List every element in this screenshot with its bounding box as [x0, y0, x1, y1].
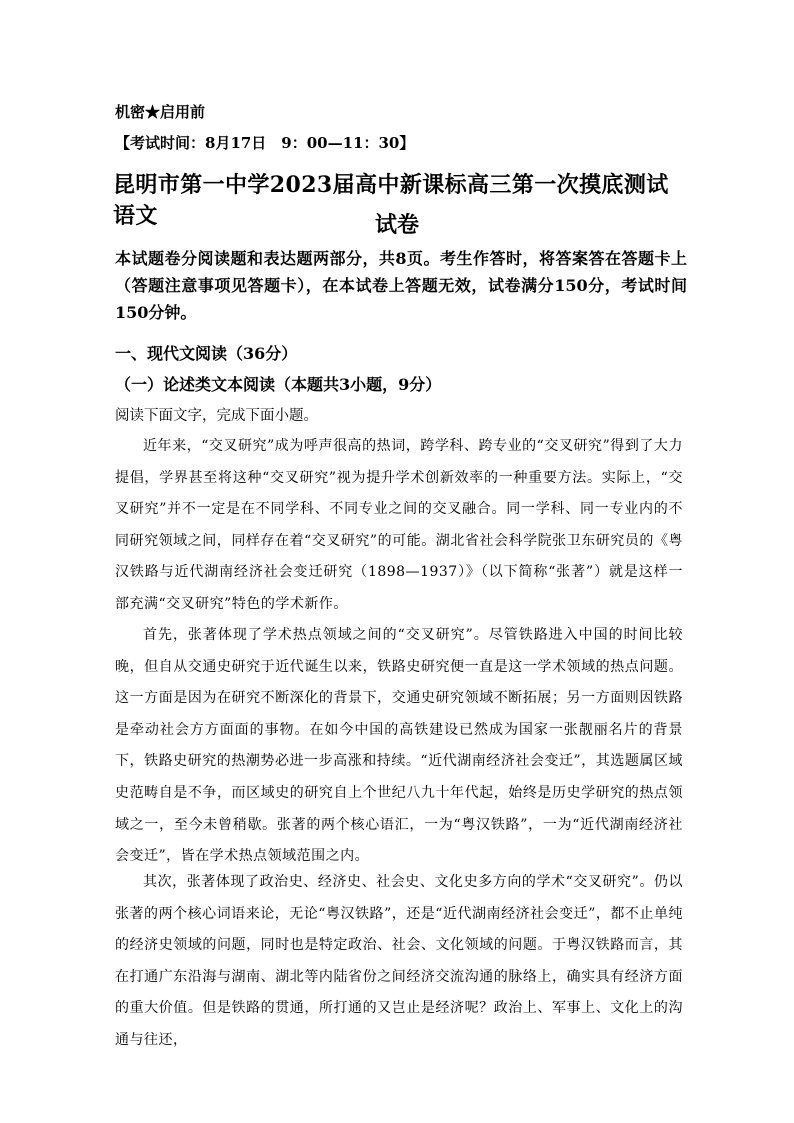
passage-paragraph-3: 其次，张著体现了政治史、经济史、社会史、文化史多方向的学术“交叉研究”。仍以张著的两个核心词语来论，无论“粤汉铁路”，还是“近代湖南经济社会变迁”，都不止单纯的经济史领域的问题，同时也是特定政治、社会、文化领域的问题。于粤汉铁路而言，其在打通广东沿海与湖南、湖北等内陆省份之间经济交流沟通的脉络上，确实具有经济方面的重大价值。但是铁路的贯通，所打通的又岂止是经济呢？政治上、军事上、文化上的沟通与往还，: [115, 874, 683, 1048]
exam-instructions: 本试题卷分阅读题和表达题两部分，共8页。考生作答时，将答案答在答题卡上（答题注意事项见答题卡），在本试卷上答题无效，试卷满分150分，考试时间150分钟。: [115, 249, 687, 322]
exam-time: 【考试时间：8月17日 9：00—11：30】: [115, 134, 415, 152]
document-title-line1: 昆明市第一中学2023届高中新课标高三第一次摸底测试语文: [113, 172, 669, 229]
document-title-line2: 试卷: [374, 212, 419, 238]
section-heading: 一、现代文阅读（36分）: [115, 344, 298, 363]
passage-paragraph-1: 近年来，“交叉研究”成为呼声很高的热词，跨学科、跨专业的“交叉研究”得到了大力提倡，学界甚至将这种“交叉研究”视为提升学术创新效率的一种重要方法。实际上，“交叉研究”并不一定是在不同学科、不同专业之间的交叉融合。同一学科、同一专业内的不同研究领域之间，同样存在着“交叉研究”的可能。湖北省社会科学院张卫东研究员的《粤汉铁路与近代湖南经济社会变迁研究（1898—1937）》（以下简称“张著”）就是这样一部充满“交叉研究”特色的学术新作。: [115, 438, 683, 612]
reading-instruction: 阅读下面文字，完成下面小题。: [115, 408, 318, 424]
confidential-label: 机密★启用前: [115, 103, 206, 121]
subsection-heading: （一）论述类文本阅读（本题共3小题，9分）: [115, 375, 442, 394]
passage-paragraph-2: 首先，张著体现了学术热点领域之间的“交叉研究”。尽管铁路进入中国的时间比较晚，但自从交通史研究于近代诞生以来，铁路史研究便一直是这一学术领域的热点问题。这一方面是因为在研究不断深化的背景下，交通史研究领域不断拓展；另一方面则因铁路是牵动社会方方面面的事物。在如今中国的高铁建设已然成为国家一张靓丽名片的背景下，铁路史研究的热潮势必进一步高涨和持续。“近代湖南经济社会变迁”，其选题属区域史范畴自是不争，而区域史的研究自上个世纪八九十年代起，始终是历史学研究的热点领域之一，至今未曾稍歇。张著的两个核心语汇，一为“粤汉铁路”，一为“近代湖南经济社会变迁”，皆在学术热点领域范围之内。: [115, 627, 683, 865]
